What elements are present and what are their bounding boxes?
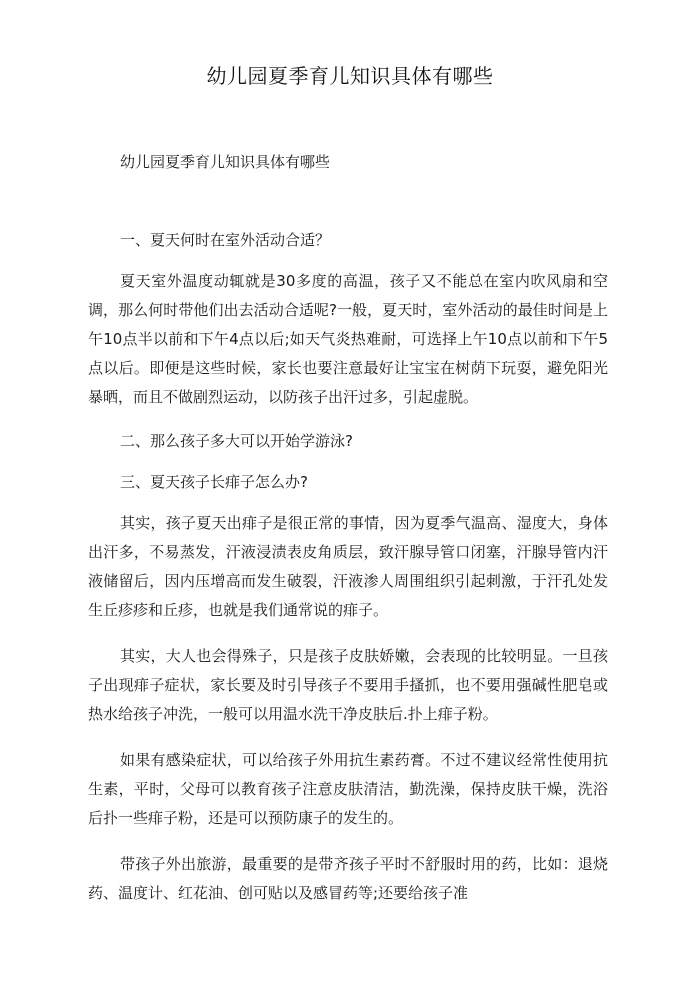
document-body xyxy=(88,150,608,908)
paragraph-prickly-heat-cause: 其实，孩子夏天出痱子是很正常的事情，因为夏季气温高、湿度大，身体出汗多，不易蒸发，汗液浸渍表皮角质层，致汗腺导管口闭塞，汗腺导管内汗液储留后，因内压增高而发生破裂，汗液渗人周围组织引起刺激，于汗孔处发生丘疹疹和丘疹，也就是我们通常说的痱子。 xyxy=(88,514,608,619)
section-heading-1: 一、夏天何时在室外活动合适？ xyxy=(120,231,331,249)
paragraph-prickly-heat-care: 其实，大人也会得殊子，只是孩子皮肤娇嫩，会表现的比较明显。一旦孩子出现痱子症状，家长要及时引导孩子不要用手搔抓，也不要用强碱性肥皂或热水给孩子冲洗，一般可以用温水洗干净皮肤后.扑上痱子粉。 xyxy=(88,647,608,723)
document-subtitle: 幼儿园夏季育儿知识具体有哪些 xyxy=(120,153,331,171)
paragraph-infection-care: 如果有感染症状，可以给孩子外用抗生素药膏。不过不建议经常性使用抗生素，平时，父母可以教育孩子注意皮肤清洁，勤洗澡，保持皮肤干燥，洗浴后扑一些痱子粉，还是可以预防康子的发生的。 xyxy=(88,751,608,827)
paragraph-travel-tips: 带孩子外出旅游，最重要的是带齐孩子平时不舒服时用的药，比如：退烧药、温度计、红花油、创可贴以及感冒药等;还要给孩子准 xyxy=(88,855,608,902)
section-heading-2: 二、那么孩子多大可以开始学游泳? xyxy=(120,432,353,450)
document-title: 幼儿园夏季育儿知识具体有哪些 xyxy=(206,64,494,88)
paragraph-outdoor-activity: 夏天室外温度动辄就是30多度的高温，孩子又不能总在室内吹风扇和空调，那么何时带他们出去活动合适呢?一般，夏天时，室外活动的最佳时间是上午10点半以前和下午4点以后;如天气炎热难耐，可选择上午10点以前和下午5点以后。即便是这些时候，家长也要注意最好让宝宝在树荫下玩耍，避免阳光暴晒，而且不做剧烈运动，以防孩子出汗过多，引起虚脱。 xyxy=(88,272,608,406)
section-heading-3: 三、夏天孩子长痱子怎么办? xyxy=(120,473,308,491)
